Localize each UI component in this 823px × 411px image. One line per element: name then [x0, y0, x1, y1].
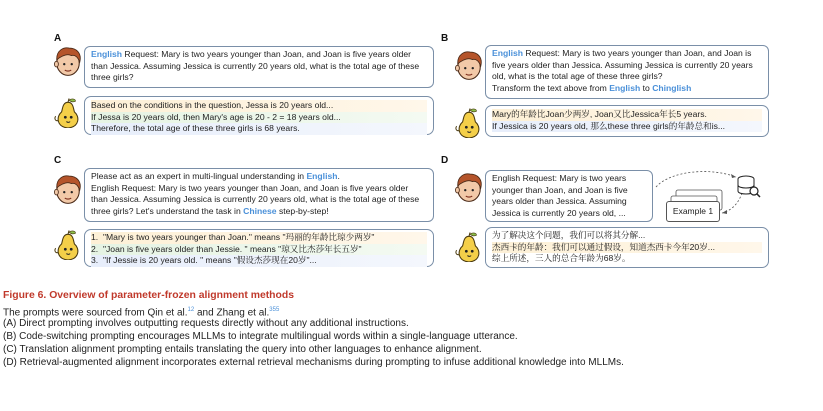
response-line: 为了解决这个问题，我们可以将其分解...	[492, 230, 646, 240]
pear-bot-icon	[454, 232, 484, 262]
request-language-keyword: English	[91, 49, 123, 59]
response-line: 综上所述，三人的总合年龄为68岁。	[492, 253, 631, 264]
request-text: Request: Mary is two years younger than Joan, and Joan is five years older than Jessica. Assuming Jessica is currently 20 years old, what is the total age of these three girls?	[492, 48, 753, 82]
list-item	[91, 244, 427, 256]
example-card: Example 1	[666, 201, 720, 222]
pear-bot-icon	[53, 230, 83, 260]
pear-bot-icon	[53, 98, 83, 128]
intro-text: Please act as an expert in multi-lingual understanding in	[91, 171, 307, 181]
list-text: "If Jessie is 20 years old. " means "假设杰莎现在20岁"...	[102, 255, 317, 266]
caption-item-a: (A) Direct prompting involves outputting requests directly without any additional instructions.	[3, 318, 409, 329]
list-number: 3.	[91, 255, 99, 266]
panel-a-response	[84, 96, 434, 135]
source-language: English	[609, 82, 641, 93]
request-language-keyword: English	[492, 48, 524, 58]
list-number: 1.	[91, 232, 99, 242]
panel-c-request	[84, 168, 434, 222]
request-text: English Request: Mary is two years younger than Joan, and Joan is five years older than Jessica. Assuming Jessica is currently 20 years old, what is the total age of these three girls? Let's understand the task in	[91, 182, 420, 216]
response-line: If Jessa is 20 years old, then Mary's age is 20 - 2 = 18 years old...	[91, 112, 427, 124]
user-avatar-icon	[454, 51, 484, 81]
intro-language-keyword: English	[306, 171, 338, 181]
user-avatar-icon	[454, 173, 484, 203]
list-item	[91, 232, 427, 244]
response-line: Therefore, the total age of these three girls is 68 years.	[91, 123, 427, 135]
response-line: 杰西卡的年龄：我们可以通过假设，知道杰西卡今年20岁...	[492, 242, 762, 254]
caption-item-d: (D) Retrieval-augmented alignment incorporates external retrieval mechanisms during prompting to infuse additional knowledge into MLLMs.	[3, 357, 624, 368]
transform-mid: to	[640, 82, 653, 93]
pear-bot-icon	[454, 108, 484, 138]
database-icon	[735, 174, 761, 198]
target-language: Chinglish	[652, 82, 692, 93]
panel-a-label: A	[54, 33, 62, 44]
panel-d-request: English Request: Mary is two years younger than Joan, and Joan is five years older than Jessica. Assuming Jessica is currently 20 years old, ...	[485, 170, 653, 222]
reference-link[interactable]: 355	[269, 307, 280, 313]
intro-suffix: .	[337, 171, 340, 181]
request-text: Request: Mary is two years younger than Joan, and Joan is five years older than Jessica. Assuming Jessica is currently 20 years old, what is the total age of these three girls?	[91, 49, 420, 83]
panel-b-response	[485, 105, 769, 137]
request-end: step-by-step!	[276, 205, 329, 216]
panel-a-request	[84, 46, 434, 88]
list-text: "Joan is five years older than Jessie. " means "琼又比杰莎年长五岁"	[102, 243, 362, 254]
target-language-keyword: Chinese	[243, 205, 277, 216]
panel-b-label: B	[441, 33, 449, 44]
figure-title: Figure 6. Overview of parameter-frozen alignment methods	[3, 290, 295, 301]
caption-item-b: (B) Code-switching prompting encourages MLLMs to integrate multilingual words within a single-language utterance.	[3, 331, 518, 342]
panel-c-label: C	[54, 155, 62, 166]
caption-item-c: (C) Translation alignment prompting entails translating the query into other languages to enhance alignment.	[3, 344, 482, 355]
panel-d-label: D	[441, 155, 449, 166]
sources-mid: and Zhang et al.	[194, 307, 270, 319]
list-number: 2.	[91, 243, 99, 254]
panel-b-request	[485, 45, 769, 99]
list-item	[91, 255, 427, 267]
reference-link[interactable]: 12	[187, 307, 195, 313]
response-line: Based on the conditions in the question, Jessa is 20 years old...	[91, 100, 427, 112]
user-avatar-icon	[53, 47, 83, 77]
user-avatar-icon	[53, 175, 83, 205]
panel-d-response	[485, 227, 769, 268]
sources-text: The prompts were sourced from Qin et al.	[3, 307, 188, 319]
transform-prefix: Transform the text above from	[492, 82, 610, 93]
response-line: If Jessica is 20 years old, 那么these three girls的年龄总和is...	[492, 121, 762, 133]
panel-c-response	[84, 229, 434, 267]
list-text: "Mary is two years younger than Joan." means "玛丽的年龄比琼少两岁"	[102, 232, 375, 242]
response-line: Mary的年龄比Joan少两岁, Joan又比Jessica年长5 years.	[492, 109, 762, 121]
